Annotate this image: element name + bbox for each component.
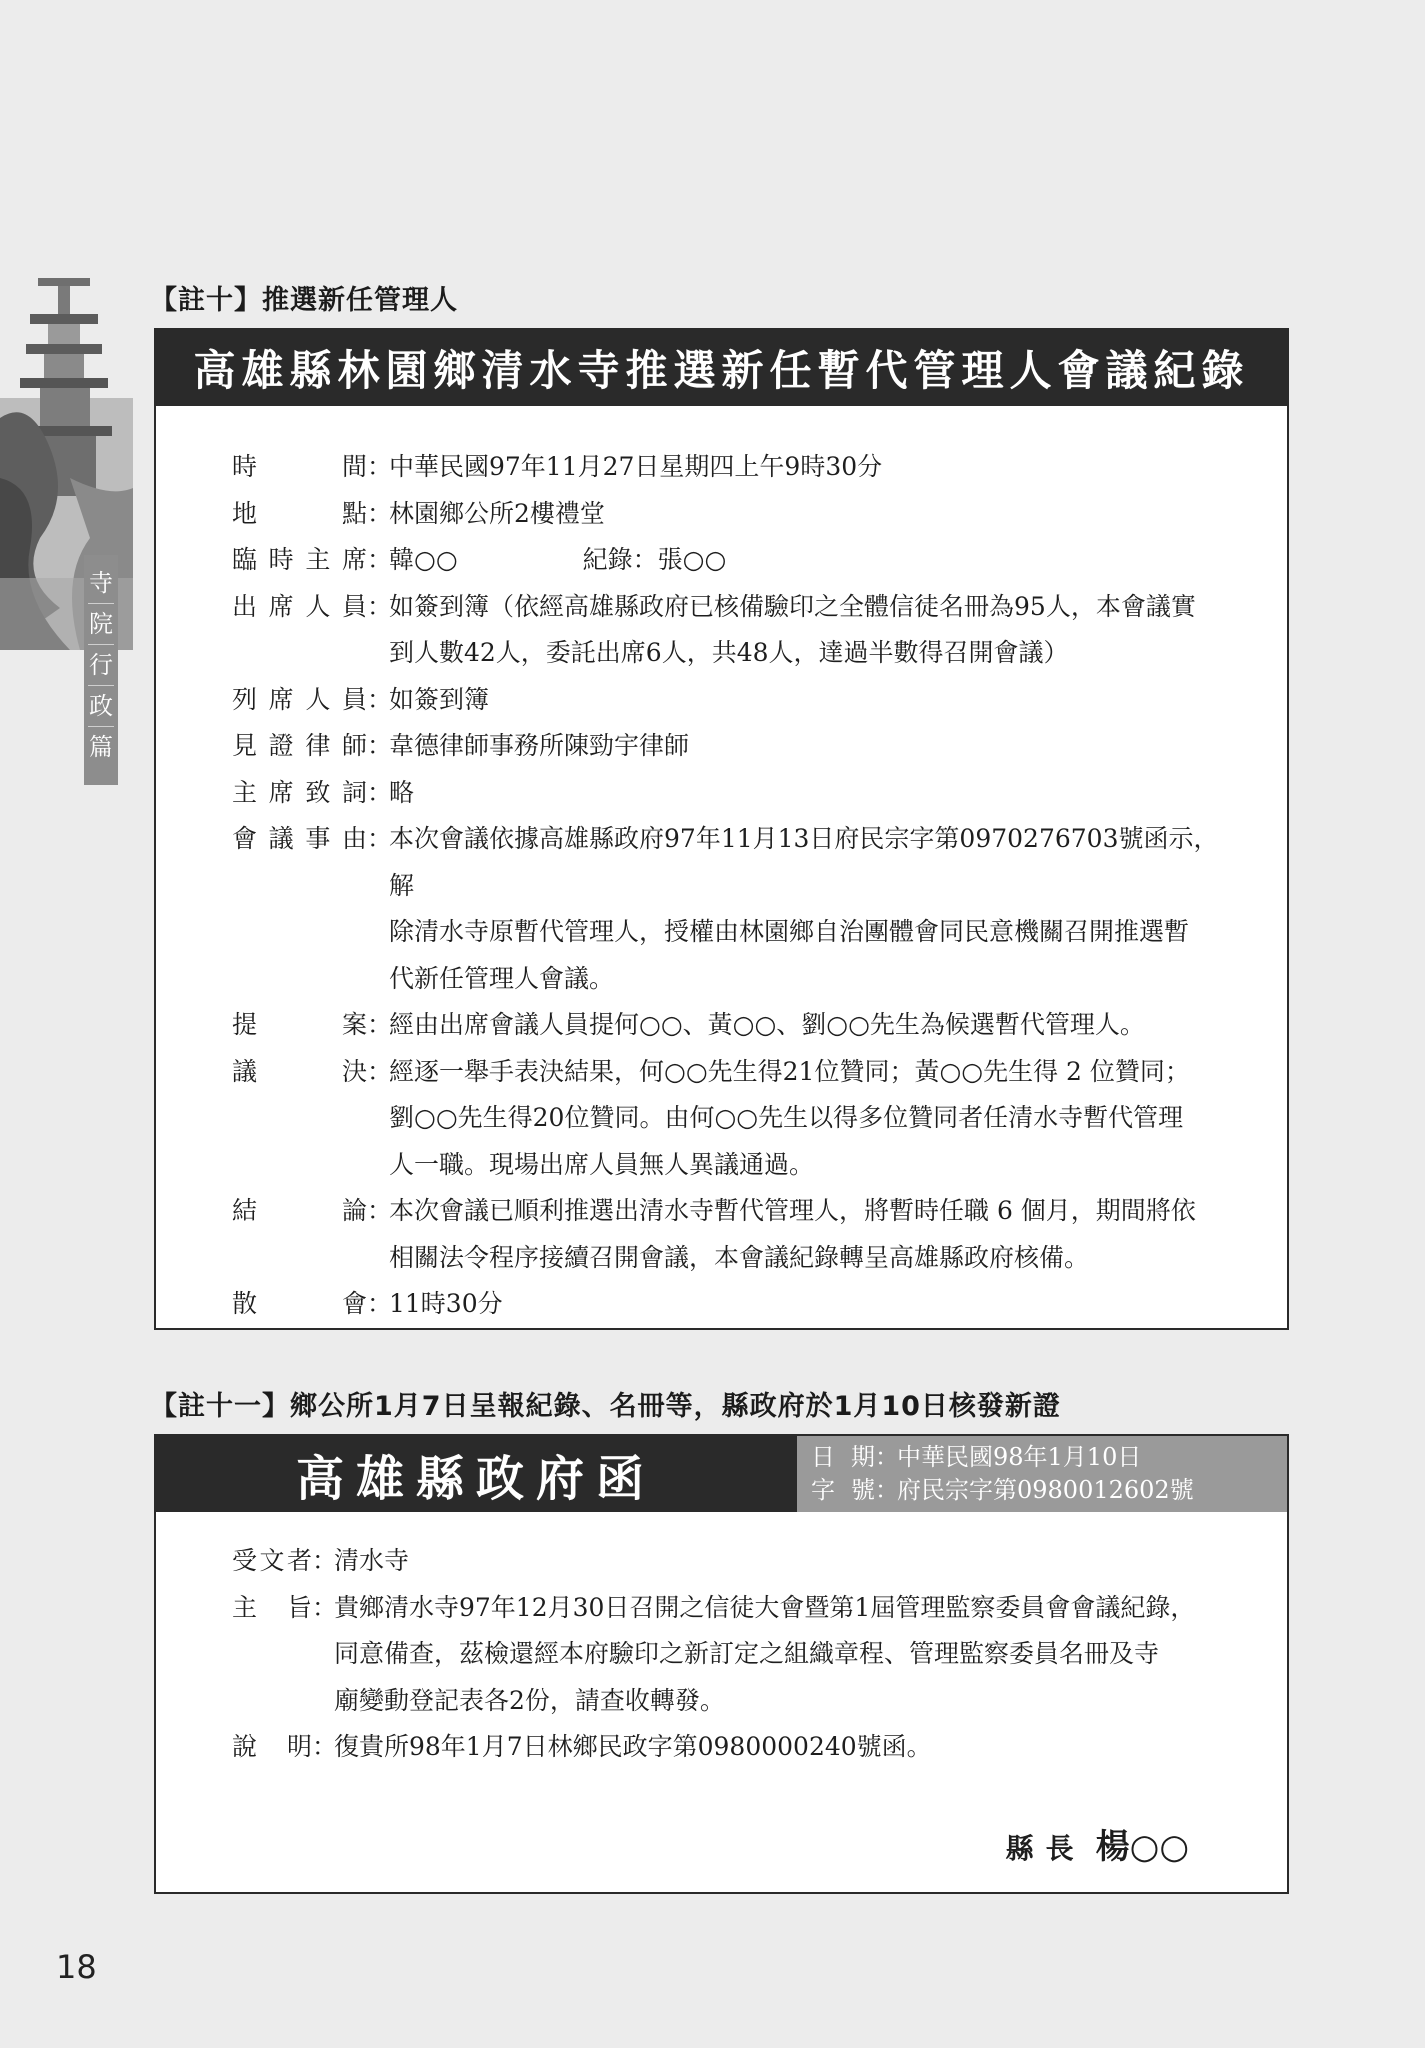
meta-label: 日 期 [811, 1443, 875, 1471]
row-label: 主 旨 [232, 1592, 312, 1622]
record-row: 受 文 者 ： 清水寺 [156, 1538, 1287, 1585]
row-label: 受 文 者 [232, 1546, 312, 1575]
meeting-record-rows [156, 406, 1287, 1328]
record-row: 臨 時 主 席 ： 韓○○ 紀錄：張○○ [156, 537, 1287, 584]
row-label [232, 956, 367, 1003]
record-row: 主 旨 ： 貴鄉清水寺97年12月30日召開之信徒大會暨第1屆管理監察委員會會議紀錄， [156, 1585, 1287, 1632]
record-row: 時 間 ： 中華民國97年11月27日星期四上午9時30分 [156, 444, 1287, 491]
row-label: 見 證 律 師 [232, 731, 367, 760]
row-value: 如簽到簿（依經高雄縣政府已核備驗印之全體信徒名冊為95人，本會議實 [389, 591, 1196, 621]
row-value: 劉○○先生得20位贊同。由何○○先生以得多位贊同者任清水寺暫代管理 [389, 1103, 1184, 1132]
row-value: 代新任管理人會議。 [389, 963, 615, 993]
record-row [156, 909, 1287, 956]
government-letter-box [154, 1434, 1289, 1894]
meeting-record-box [154, 328, 1289, 1330]
meta-value: 府民宗字第0980012602號 [897, 1476, 1194, 1504]
section-side-tab [84, 555, 118, 785]
row-value: 人一職。現場出席人員無人異議通過。 [389, 1149, 815, 1179]
row-label: 時 間 [232, 452, 367, 481]
row-value: 本次會議已順利推選出清水寺暫代管理人，將暫時任職 6 個月，期間將依 [389, 1196, 1196, 1225]
meta-label: 字 號 [811, 1476, 875, 1504]
page-number: 18 [56, 1948, 97, 1986]
record-row: 地 點 ： 林園鄉公所2樓禮堂 [156, 491, 1287, 538]
row-value: 復貴所98年1月7日林鄉民政字第0980000240號函。 [334, 1732, 932, 1761]
record-row: 列 席 人 員 ： 如簽到簿 [156, 677, 1287, 724]
row-value: 除清水寺原暫代管理人，授權由林園鄉自治團體會同民意機關召開推選暫 [389, 917, 1190, 946]
row-label: 臨 時 主 席 [232, 545, 367, 574]
record-row [156, 956, 1287, 1003]
record-row [156, 1142, 1287, 1189]
government-letter-title: 高雄縣政府函 [295, 1450, 656, 1507]
row-label: 會 議 事 由 [232, 824, 367, 853]
row-value: 廟變動登記表各2份，請查收轉發。 [334, 1685, 725, 1715]
record-row: 議 決 ： 經逐一舉手表決結果，何○○先生得21位贊同；黃○○先生得 2 位贊同； [156, 1049, 1287, 1096]
signer-title: 縣長 [1005, 1832, 1086, 1865]
row-value: 經逐一舉手表決結果，何○○先生得21位贊同；黃○○先生得 2 位贊同； [389, 1056, 1190, 1086]
record-row: 出 席 人 員 ： 如簽到簿（依經高雄縣政府已核備驗印之全體信徒名冊為95人，本會議實 [156, 584, 1287, 631]
row-label [232, 630, 367, 677]
record-row [156, 1095, 1287, 1142]
record-row: 提 案 ： 經由出席會議人員提何○○、黃○○、劉○○先生為候選暫代管理人。 [156, 1002, 1287, 1049]
row-label [232, 1631, 312, 1678]
row-label: 議 決 [232, 1056, 367, 1086]
row-value: 如簽到簿 [389, 684, 490, 714]
side-tab-char: 院 [88, 604, 114, 645]
side-tab-char: 政 [88, 686, 114, 727]
note-heading-10: 【註十】推選新任管理人 [150, 285, 458, 316]
meta-value: 中華民國98年1月10日 [897, 1443, 1142, 1471]
record-row: 說 明 ： 復貴所98年1月7日林鄉民政字第0980000240號函。 [156, 1724, 1287, 1771]
row-label: 主 席 致 詞 [232, 777, 367, 807]
row-value: 略 [389, 777, 415, 807]
row-label: 散 會 [232, 1289, 367, 1318]
row-label: 列 席 人 員 [232, 684, 367, 714]
row-label [232, 1142, 367, 1189]
record-row: 散 會 ： 11時30分 [156, 1281, 1287, 1328]
row-value: 韋德律師事務所陳勁宇律師 [389, 731, 690, 760]
record-row [156, 630, 1287, 677]
row-value: 貴鄉清水寺97年12月30日召開之信徒大會暨第1屆管理監察委員會會議紀錄， [334, 1592, 1196, 1622]
side-tab-char: 篇 [89, 733, 113, 761]
row-value: 經由出席會議人員提何○○、黃○○、劉○○先生為候選暫代管理人。 [389, 1010, 1145, 1039]
record-row: 結 論 ： 本次會議已順利推選出清水寺暫代管理人，將暫時任職 6 個月，期間將依 [156, 1188, 1287, 1235]
record-row: 見 證 律 師 ： 韋德律師事務所陳勁宇律師 [156, 723, 1287, 770]
row-label: 說 明 [232, 1732, 312, 1761]
note-heading-11: 【註十一】鄉公所1月7日呈報紀錄、名冊等，縣政府於1月10日核發新證 [150, 1391, 1061, 1422]
row-value: 韓○○ 紀錄：張○○ [389, 545, 727, 574]
record-row: 主 席 致 詞 ： 略 [156, 770, 1287, 817]
row-label [232, 1235, 367, 1282]
row-label [232, 1095, 367, 1142]
row-value: 清水寺 [334, 1546, 410, 1575]
record-row [156, 1235, 1287, 1282]
government-letter-header [156, 1436, 1287, 1512]
letter-meta [797, 1436, 1287, 1512]
row-value: 相關法令程序接續召開會議，本會議紀錄轉呈高雄縣政府核備。 [389, 1242, 1090, 1272]
side-tab-char: 寺 [88, 563, 114, 604]
row-label: 提 案 [232, 1010, 367, 1039]
signer-name: 楊○○ [1095, 1827, 1189, 1867]
row-value: 同意備查，茲檢還經本府驗印之新訂定之組織章程、管理監察委員名冊及寺 [334, 1639, 1160, 1668]
row-value: 本次會議依據高雄縣政府97年11月13日府民宗字第0970276703號函示，解 [389, 824, 1219, 900]
row-label: 地 點 [232, 498, 367, 528]
row-label [232, 1678, 312, 1725]
meeting-record-title: 高雄縣林園鄉清水寺推選新任暫代管理人會議紀錄 [156, 330, 1287, 406]
row-value: 林園鄉公所2樓禮堂 [389, 498, 605, 528]
row-label: 結 論 [232, 1196, 367, 1225]
letter-meta-date: 日 期 ： 中華民國98年1月10日 [811, 1441, 1287, 1474]
record-row [156, 1631, 1287, 1678]
letter-meta-number: 字 號 ： 府民宗字第0980012602號 [811, 1474, 1287, 1507]
signature [1006, 1819, 1189, 1868]
row-value: 中華民國97年11月27日星期四上午9時30分 [389, 452, 883, 481]
row-label [232, 909, 367, 956]
row-value: 到人數42人，委託出席6人，共48人，達過半數得召開會議） [389, 638, 1069, 667]
row-label: 出 席 人 員 [232, 591, 367, 621]
row-value: 11時30分 [389, 1289, 503, 1318]
record-row: 會 議 事 由 ： 本次會議依據高雄縣政府97年11月13日府民宗字第0970276703號函示，解 [156, 816, 1287, 909]
record-row [156, 1678, 1287, 1725]
government-letter-rows [156, 1512, 1287, 1771]
side-tab-char: 行 [88, 645, 114, 686]
